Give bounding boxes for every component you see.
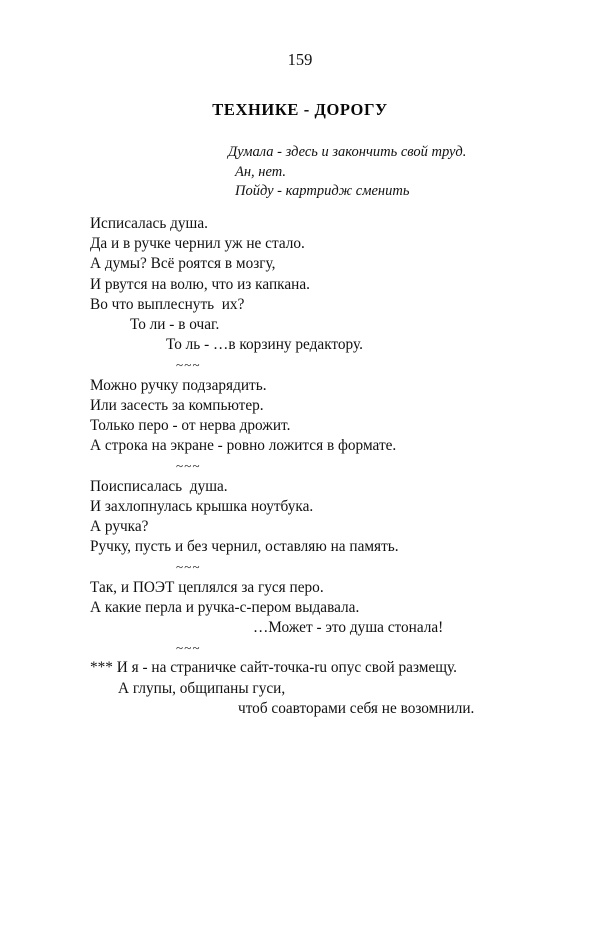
- poem-line: Можно ручку подзарядить.: [90, 376, 267, 394]
- poem-line: Поисписалась душа.: [90, 477, 228, 495]
- stanza-separator: ~~~: [176, 559, 201, 575]
- poem-line: Только перо - от нерва дрожит.: [90, 417, 291, 435]
- poem-line: Ручку, пусть и без чернил, оставляю на память.: [90, 538, 399, 556]
- poem-line: А ручка?: [90, 518, 149, 536]
- epigraph-line: Пойду - картридж сменить: [235, 183, 410, 199]
- poem-line: Так, и ПОЭТ цеплялся за гуся перо.: [90, 578, 324, 596]
- poem-line: А думы? Всё роятся в мозгу,: [90, 255, 276, 273]
- poem-line: …Может - это душа стонала!: [253, 619, 444, 637]
- stanza-separator: ~~~: [176, 458, 201, 474]
- epigraph: [228, 143, 528, 202]
- epigraph-line: Ан, нет.: [235, 163, 287, 180]
- stanza-separator: ~~~: [176, 640, 201, 656]
- poem-line: Да и в ручке чернил уж не стало.: [90, 235, 305, 253]
- stanza: [90, 578, 560, 639]
- poem-line: И рвутся на волю, что из капкана.: [90, 275, 310, 293]
- poem-line: чтоб соавторами себя не возомнили.: [238, 699, 475, 717]
- poem-body: [90, 214, 560, 719]
- poem-line: Во что выплеснуть их?: [90, 295, 245, 313]
- poem-line: Или засесть за компьютер.: [90, 396, 264, 414]
- poem-line: То ль - …в корзину редактору.: [166, 336, 363, 354]
- page-number: 159: [287, 50, 313, 69]
- stanza: [90, 477, 560, 558]
- stanza: [90, 376, 560, 457]
- poem-line: А строка на экране - ровно ложится в формате.: [90, 437, 397, 455]
- poem-line: Исписалась душа.: [90, 215, 208, 232]
- poem-line: И захлопнулась крышка ноутбука.: [90, 497, 314, 515]
- poem-line: А какие перла и ручка-с-пером выдавала.: [90, 598, 360, 616]
- stanza: [90, 214, 560, 355]
- poem-line: А глупы, общипаны гуси,: [118, 679, 286, 697]
- poem-line: *** И я - на страничке сайт-точка-ru опус свой размещу.: [90, 659, 457, 677]
- page-title: ТЕХНИКЕ - ДОРОГУ: [212, 100, 388, 119]
- stanza: [90, 658, 560, 719]
- stanza-separator: ~~~: [176, 357, 201, 373]
- epigraph-line: Думала - здесь и закончить свой труд.: [228, 144, 467, 160]
- poem-line: То ли - в очаг.: [130, 316, 220, 334]
